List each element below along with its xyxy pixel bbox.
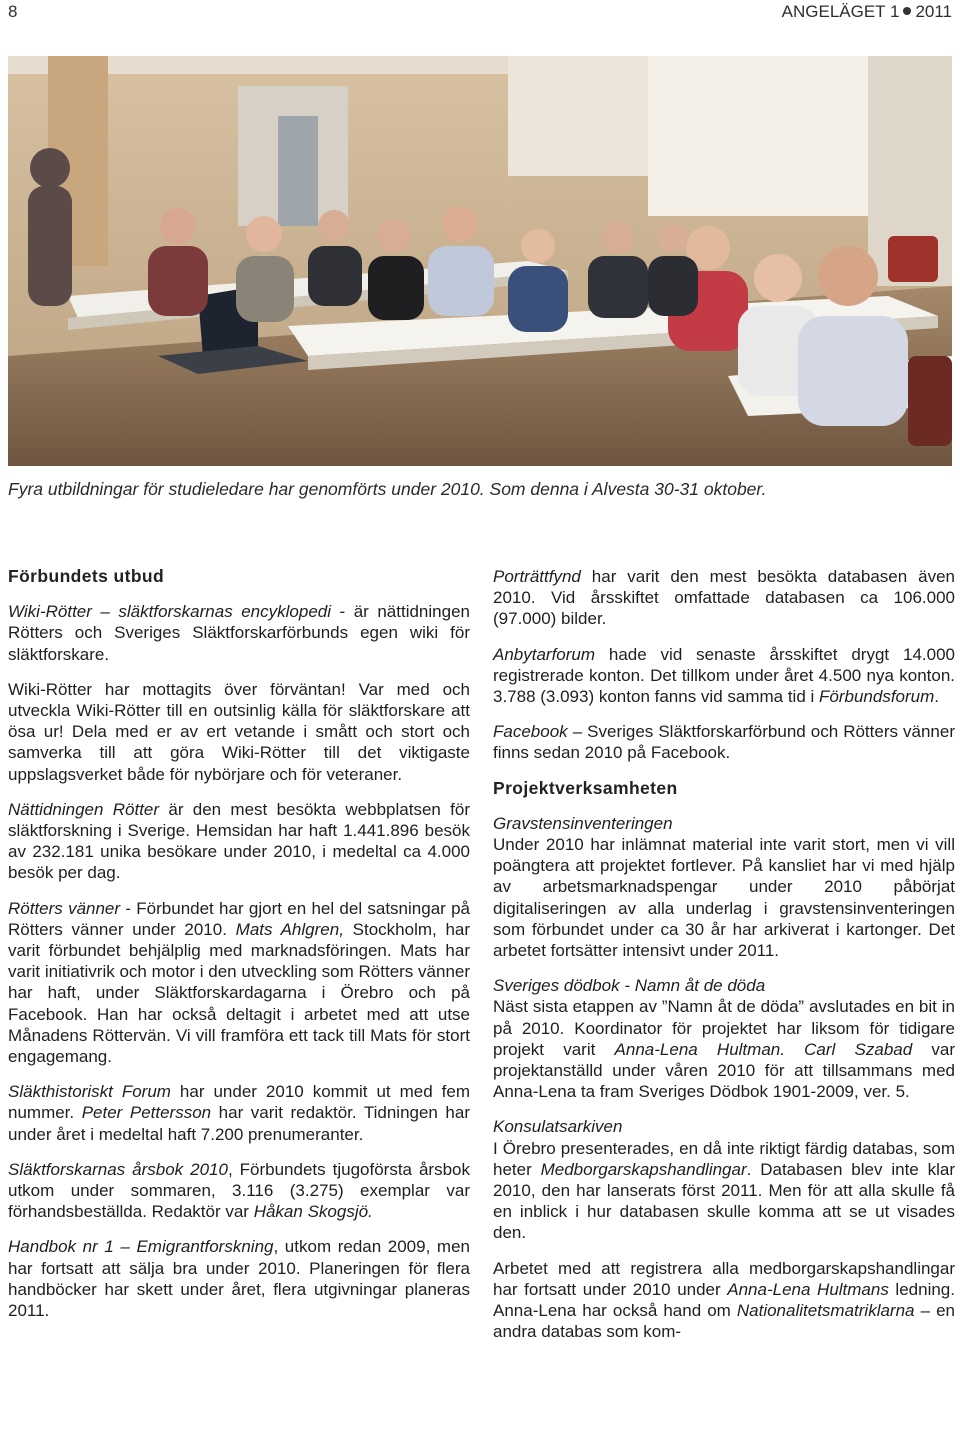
classroom-photo-illustration xyxy=(8,56,952,466)
paragraph-wiki-rotter: Wiki-Rötter – släktforskarnas encyklopedi - är nättidningen Rötters och Sveriges Släktforskarförbunds egen wiki för släktforskare. xyxy=(8,602,470,664)
paragraph-portrattfynd: Porträttfynd har varit den mest besökta databasen även 2010. Vid årsskiftet omfattade databasen ca 106.000 (97.000) bilder. xyxy=(493,567,955,629)
paragraph-medborgarskapshandlingar: Arbetet med att registrera alla medborgarskapshandlingar har fortsatt under 2010 under Anna-Lena Hultmans ledning. Anna-Lena har också hand om Nationalitetsmatriklarna – en andra databas som kom- xyxy=(493,1258,955,1342)
bullet-icon xyxy=(903,7,911,15)
subheading-sveriges-dodbok: Sveriges dödbok - Namn åt de döda xyxy=(493,976,766,996)
workshop-photo xyxy=(8,56,952,466)
paragraph-wiki-rotter-expectations: Wiki-Rötter har mottagits över förväntan! Var med och utveckla Wiki-Rötter till en outsinlig källa för släktforskare att ösa ur! Dela med er av ert vetande i smått och stort och samverka till att göra Wiki-Rötter till det viktigaste uppslagsverket både för nybörjare och för veteraner. xyxy=(8,679,470,784)
paragraph-slakthistoriskt-forum: Släkthistoriskt Forum har under 2010 kommit ut med fem nummer. Peter Pettersson har varit redaktör. Tidningen har under året i medeltal haft 7.200 prenumeranter. xyxy=(8,1082,471,1144)
paragraph-rotters-vanner: Rötters vänner - Förbundet har gjort en hel del satsningar på Rötters vänner under 2010. Mats Ahlgren, Stockholm, har varit förbundet behjälplig med marknadsföringen. Mats har varit initiativrik och motor i den utveckling som Rötters vänner har haft, under Släktforskardagarna i Örebro och på Facebook. Han har också deltagit i arbetet med att utse Månadens Röttervän. Vi vill framföra ett tack till Mats för stort engagemang. xyxy=(8,898,471,1067)
paragraph-facebook: Facebook – Sveriges Släktforskarförbund och Rötters vänner finns sedan 2010 på Facebook. xyxy=(493,722,955,763)
paragraph-gravstensinventeringen: Under 2010 har inlämnat material inte varit stort, men vi vill poängtera att projektet fortlever. På kansliet har vi med hjälp av arbetsmarknadspengar under 2010 påbörjat digitaliseringen av alla underlag i gravstensinventeringen som förbundet under ca 30 år har arkiverat i kartonger. Det arbetet fortsätter intensivt under 2011. xyxy=(493,835,955,961)
paragraph-arsbok: Släktforskarnas årsbok 2010, Förbundets tjugoförsta årsbok utkom under sommaren, 3.116 (3.275) exemplar var förhandsbeställda. Redaktör var Håkan Skogsjö. xyxy=(8,1159,470,1222)
publication-year: 2011 xyxy=(915,2,952,21)
publication-name: ANGELÄGET 1 xyxy=(781,2,900,21)
publication-title xyxy=(782,2,952,22)
page-number: 8 xyxy=(8,2,18,21)
section-heading-projektverksamheten: Projektverksamheten xyxy=(493,777,678,798)
subheading-gravstensinventeringen: Gravstensinventeringen xyxy=(493,813,673,833)
paragraph-nattidningen: Nättidningen Rötter är den mest besökta webbplatsen för släktforskning i Sverige. Hemsidan har haft 1.441.896 besök av 232.181 unika besökare under 2010, i medeltal ca 4.000 besök per dag. xyxy=(8,799,471,883)
subheading-konsulatsarkiven: Konsulatsarkiven xyxy=(493,1117,623,1137)
right-column xyxy=(493,566,955,1357)
paragraph-konsulatsarkiven: I Örebro presenterades, en då inte riktigt färdig databas, som heter Medborgarskapshandlingar. Databasen blev inte klar 2010, den har lanserats först 2011. Men för att alla skulle få en inblick i hur databasen skulle komma att se ut visades den. xyxy=(493,1138,955,1243)
paragraph-anbytarforum: Anbytarforum hade vid senaste årsskiftet drygt 14.000 registrerade konton. Det tillkom under året 4.500 nya konton. 3.788 (3.093) konton fanns vid samma tid i Förbundsforum. xyxy=(493,644,955,707)
left-column xyxy=(8,566,470,1335)
photo-caption: Fyra utbildningar för studieledare har genomförts under 2010. Som denna i Alvesta 30-31 oktober. xyxy=(8,479,767,499)
paragraph-handbok: Handbok nr 1 – Emigrantforskning, utkom redan 2009, men har fortsatt att sälja bra under 2010. Planeringen för flera handböcker har skett under året, flera utgivningar planeras 2011. xyxy=(8,1237,470,1321)
paragraph-sveriges-dodbok: Näst sista etappen av ”Namn åt de döda” avslutades en bit in på 2010. Koordinator för projektet har liksom för tidigare projekt varit Anna-Lena Hultman. Carl Szabad var projektanställd under våren 2010 för att tillsammans med Anna-Lena ta fram Sveriges Dödbok 1901-2009, ver. 5. xyxy=(493,997,956,1102)
section-heading-forbundets-utbud: Förbundets utbud xyxy=(8,566,165,586)
